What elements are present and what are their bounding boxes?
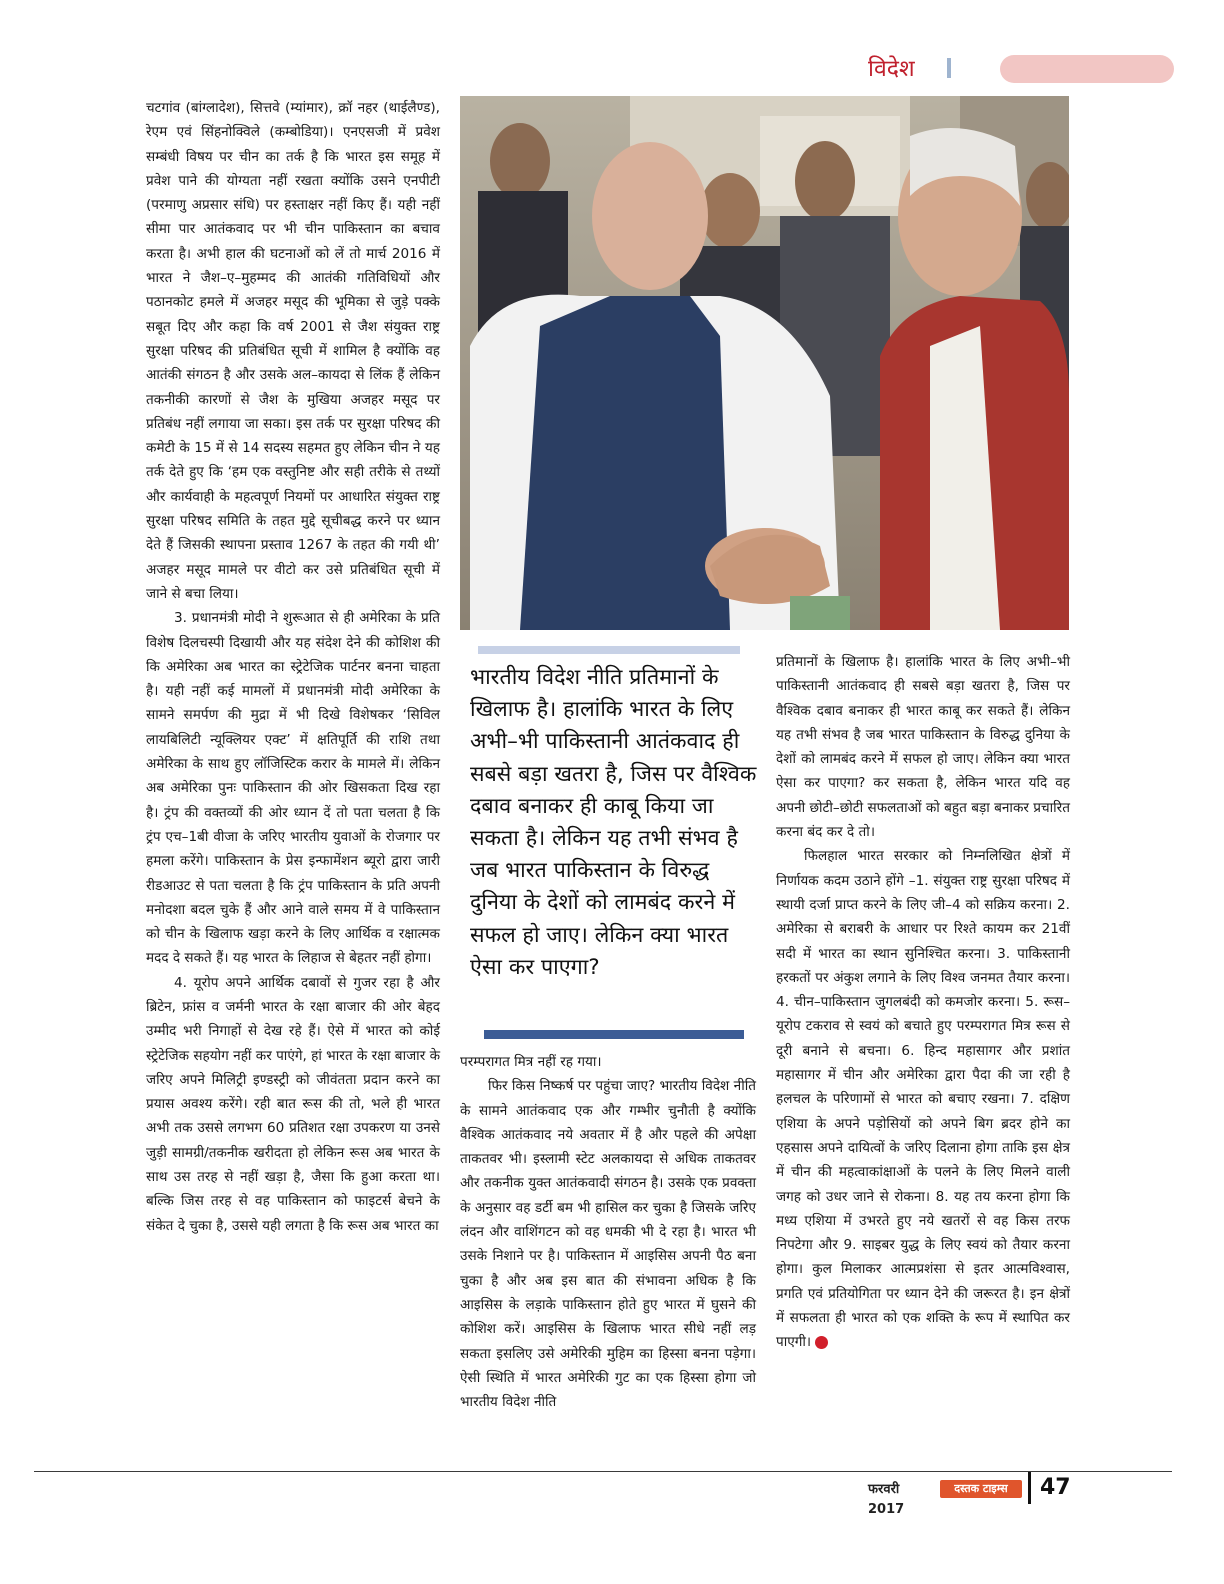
- paragraph: चटगांव (बांग्लादेश), सित्तवे (म्यांमार), क्रॉ नहर (थाईलैण्ड), रेएम एवं सिंहनोक्विले (कम्बोडिया)। एनएसजी में प्रवेश सम्बंधी विषय पर चीन का तर्क है कि भारत इस समूह में प्रवेश पाने की योग्यता नहीं रखता क्योंकि उसने एनपीटी (परमाणु अप्रसार संधि) पर हस्ताक्षर नहीं किए हैं। यही नहीं सीमा पार आतंकवाद पर भी चीन पाकिस्तान का बचाव करता है। अभी हाल की घटनाओं को लें तो मार्च 2016 में भारत ने जैश–ए–मुहम्मद की आतंकी गतिविधियों और पठानकोट हमले में अजहर मसूद की भूमिका से जुड़े पक्के सबूत दिए और कहा कि वर्ष 2001 से जैश संयुक्त राष्ट्र सुरक्षा परिषद की प्रतिबंधित सूची में शामिल है क्योंकि वह आतंकी संगठन है और उसके अल–कायदा से लिंक हैं लेकिन तकनीकी कारणों से जैश के मुखिया अजहर मसूद पर प्रतिबंध नहीं लगाया जा सका। इस तर्क पर सुरक्षा परिषद की कमेटी के 15 में से 14 सदस्य सहमत हुए लेकिन चीन ने यह तर्क देते हुए कि ‘हम एक वस्तुनिष्ट और सही तरीके से तथ्यों और कार्यवाही के महत्वपूर्ण नियमों पर आधारित संयुक्त राष्ट्र सुरक्षा परिषद समिति के तहत मुद्दे सूचीबद्ध करने पर ध्यान देते हैं जिसकी स्थापना प्रस्ताव 1267 के तहत की गयी थी’ अजहर मसूद मामले पर वीटो कर उसे प्रतिबंधित सूची में जाने से बचा लिया।: [146, 100, 440, 602]
- pull-quote-rule-bottom: [484, 1030, 744, 1039]
- section-label: विदेश: [868, 56, 915, 82]
- paragraph: प्रतिमानों के खिलाफ है। हालांकि भारत के लिए अभी–भी पाकिस्तानी आतंकवाद ही सबसे बड़ा खतरा है, जिस पर वैश्विक दबाव बनाकर ही भारत काबू कर सकते हैं। लेकिन यह तभी संभव है जब भारत पाकिस्तान के विरुद्ध दुनिया के देशों को लामबंद करने में सफल हो जाए। लेकिन क्या भारत ऐसा कर पाएगा? कर सकता है, लेकिन भारत यदि वह अपनी छोटी–छोटी सफलताओं को बहुत बड़ा बनाकर प्रचारित करना बंद कर दे तो।: [776, 654, 1070, 841]
- article-column-3: [776, 650, 1070, 1465]
- footer-separator: [1028, 1472, 1031, 1504]
- paragraph: 4. यूरोप अपने आर्थिक दबावों से गुजर रहा है और ब्रिटेन, फ्रांस व जर्मनी भारत के रक्षा बाजार की ओर बेहद उम्मीद भरी निगाहों से देख रहे हैं। ऐसे में भारत को कोई स्ट्रेटेजिक सहयोग नहीं कर पाएंगे, हां भारत के रक्षा बाजार के जरिए अपने मिलिट्री इण्डस्ट्री को जीवंतता प्रदान करने का प्रयास अवश्य करेंगे। रही बात रूस की तो, भले ही भारत अभी तक उससे लगभग 60 प्रतिशत रक्षा उपकरण या उनसे जुड़ी सामग्री/तकनीक खरीदता हो लेकिन रूस अब भारत के साथ उस तरह से नहीं खड़ा है, जैसा कि हुआ करता था। बल्कि जिस तरह से वह पाकिस्तान को फाइटर्स बेचने के संकेत दे चुका है, उससे यही लगता है कि रूस अब भारत का: [146, 974, 441, 1234]
- footer-rule: [34, 1471, 1172, 1472]
- magazine-logo: दस्तक टाइम्स: [940, 1480, 1022, 1498]
- pull-quote: भारतीय विदेश नीति प्रतिमानों के खिलाफ है। हालांकि भारत के लिए अभी–भी पाकिस्तानी आतंकवाद ही सबसे बड़ा खतरा है, जिस पर वैश्विक दबाव बनाकर ही काबू किया जा सकता है। लेकिन यह तभी संभव है जब भारत पाकिस्तान के विरुद्ध दुनिया के देशों को लामबंद करने में सफल हो जाए। लेकिन क्या भारत ऐसा कर पाएगा?: [470, 665, 757, 980]
- article-photo: [460, 96, 1069, 630]
- issue-date: फरवरी 2017: [868, 1482, 905, 1517]
- paragraph: [776, 844, 1070, 1354]
- page-number: 47: [1040, 1475, 1071, 1500]
- article-column-2: [460, 1050, 756, 1468]
- paragraph-text: फिलहाल भारत सरकार को निम्नलिखित क्षेत्रों में निर्णायक कदम उठाने होंगे –1. संयुक्त राष्ट्र सुरक्षा परिषद में स्थायी दर्जा प्राप्त करने के लिए जी–4 को सक्रिय करना। 2. अमेरिका से बराबरी के आधार पर रिश्ते कायम कर 21वीं सदी में भारत का स्थान सुनिश्चित करना। 3. पाकिस्तानी हरकतों पर अंकुश लगाने के लिए विश्व जनमत तैयार करना। 4. चीन–पाकिस्तान जुगलबंदी को कमजोर करना। 5. रूस–यूरोप टकराव से स्वयं को बचाते हुए परम्परागत मित्र रूस से दूरी बनाने से बचना। 6. हिन्द महासागर और प्रशांत महासागर में चीन और अमेरिका द्वारा पैदा की जा रही है हलचल के परिणामों से भारत को बचाए रखना। 7. दक्षिण एशिया के अपने पड़ोसियों को अपने बिग ब्रदर होने का एहसास अपने दायित्वों के जरिए दिलाना होगा ताकि इस क्षेत्र में चीन की महत्वाकांक्षाओं के पलने के लिए मिलने वाली जगह को उधर जाने से रोकना। 8. यह तय करना होगा कि मध्य एशिया में उभरते हुए नये खतरों से वह किस तरफ निपटेगा और 9. साइबर युद्ध के लिए स्वयं को तैयार करना होगा। कुल मिलाकर आत्मप्रशंसा से इतर आत्मविश्वास, प्रगति एवं प्रतियोगिता पर ध्यान देने की जरूरत है। इन क्षेत्रों में सफलता ही भारत को एक शक्ति के रूप में स्थापित कर पाएगी।: [776, 848, 1070, 1351]
- paragraph: 3. प्रधानमंत्री मोदी ने शुरूआत से ही अमेरिका के प्रति विशेष दिलचस्पी दिखायी और यह संदेश देने की कोशिश की कि अमेरिका अब भारत का स्ट्रेटेजिक पार्टनर बनना चाहता है। यही नहीं कई मामलों में प्रधानमंत्री मोदी अमेरिका के सामने समर्पण की मुद्रा में भी दिखे विशेषकर ‘सिविल लायबिलिटी न्यूक्लियर एक्ट’ में क्षतिपूर्ति की राशि तथा अमेरिका के साथ हुए लॉजिस्टिक करार के मामले में। लेकिन अब अमेरिका पुनः पाकिस्तान की ओर खिसकता दिख रहा है। ट्रंप की वक्तव्यों की ओर ध्यान दें तो पता चलता है कि ट्रंप एच–1बी वीजा के जरिए भारतीय युवाओं के रोजगार पर हमला करेंगे। पाकिस्तान के प्रेस इन्फामेंशन ब्यूरो द्वारा जारी रीडआउट से पता चलता है कि ट्रंप पाकिस्तान के प्रति अपनी मनोदशा बदल चुके हैं और आने वाले समय में वे पाकिस्तान को चीन के खिलाफ खड़ा करने के लिए आर्थिक व रक्षात्मक मदद दे सकते हैं। यह भारत के लिहाज से बेहतर नहीं होगा।: [146, 610, 440, 967]
- section-tab-decoration: [1000, 55, 1174, 83]
- article-column-1: [146, 96, 440, 1466]
- end-of-article-icon: [815, 1336, 828, 1349]
- section-divider: [947, 58, 951, 78]
- paragraph: फिर किस निष्कर्ष पर पहुंचा जाए? भारतीय विदेश नीति के सामने आतंकवाद एक और गम्भीर चुनौती है क्योंकि वैश्विक आतंकवाद नये अवतार में है और पहले की अपेक्षा ताकतवर भी। इस्लामी स्टेट अलकायदा से अधिक ताकतवर और तकनीक युक्त आतंकवादी संगठन है। उसके एक प्रवक्ता के अनुसार वह डर्टी बम भी हासिल कर चुका है जिसके जरिए लंदन और वाशिंगटन को वह धमकी भी दे रहा है। भारत भी उसके निशाने पर है। पाकिस्तान में आइसिस अपनी पैठ बना चुका है और अब इस बात की संभावना अधिक है कि आइसिस के लड़ाके पाकिस्तान होते हुए भारत में घुसने की कोशिश करें। आइसिस के खिलाफ भारत सीधे नहीं लड़ सकता इसलिए उसे अमेरिकी मुहिम का हिस्सा बनना पड़ेगा। ऐसी स्थिति में भारत अमेरिकी गुट का एक हिस्सा होगा जो भारतीय विदेश नीति: [460, 1078, 756, 1411]
- paragraph: परम्परागत मित्र नहीं रह गया।: [460, 1054, 602, 1070]
- pull-quote-rule-top: [478, 646, 740, 654]
